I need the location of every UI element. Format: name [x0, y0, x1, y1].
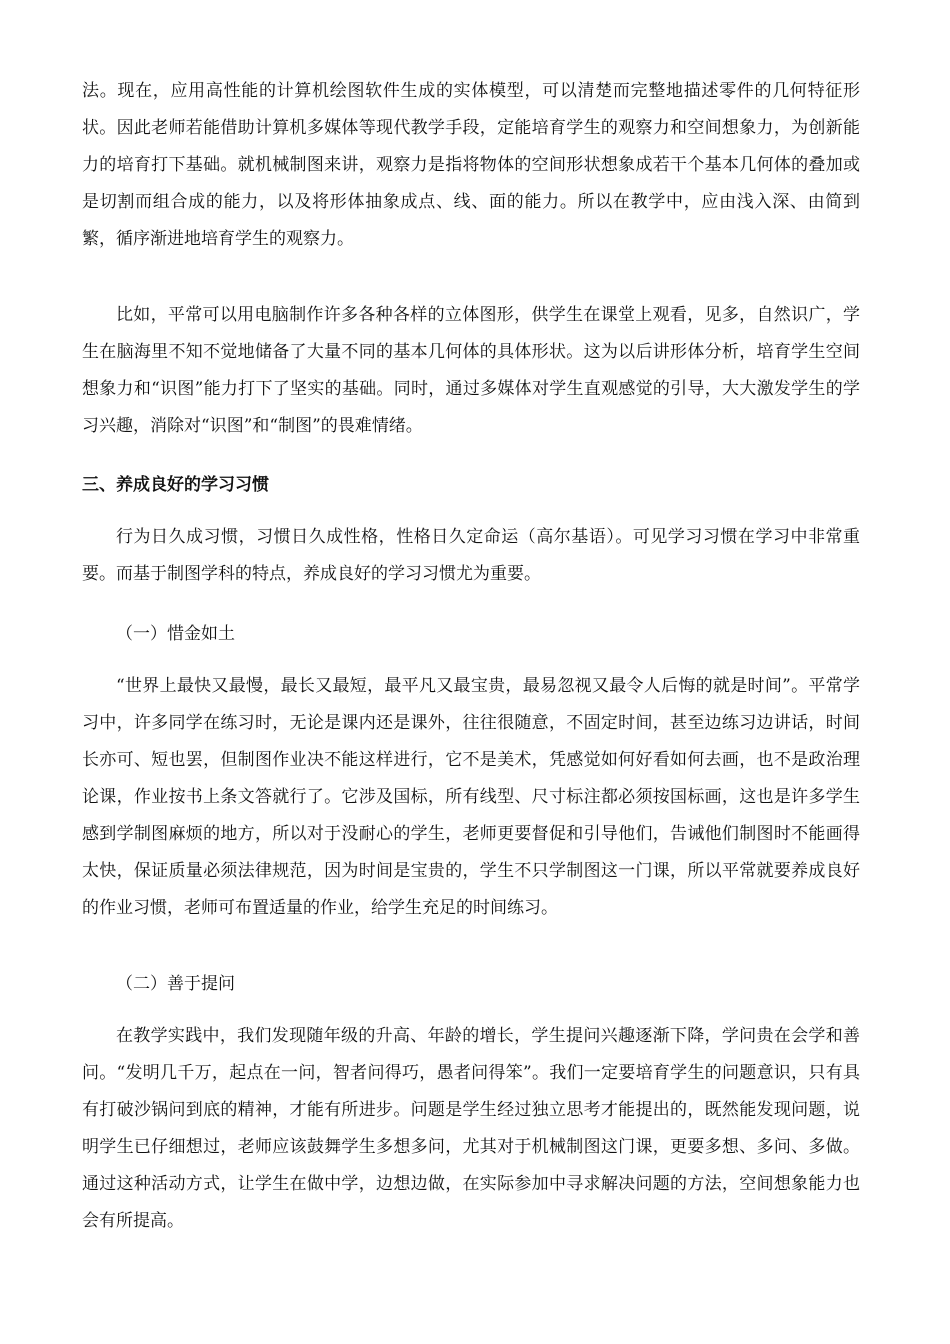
- body-paragraph: 法。现在，应用高性能的计算机绘图软件生成的实体模型，可以清楚而完整地描述零件的几何特征形状。因此老师若能借助计算机多媒体等现代教学手段，定能培育学生的观察力和空间想象力，为创新能力的培育打下基础。就机械制图来讲，观察力是指将物体的空间形状想象成若干个基本几何体的叠加或是切割而组合成的能力，以及将形体抽象成点、线、面的能力。所以在教学中，应由浅入深、由简到繁，循序渐进地培育学生的观察力。: [82, 81, 860, 249]
- subsection-heading: （二）善于提问: [116, 974, 235, 994]
- body-paragraph: 比如，平常可以用电脑制作许多各种各样的立体图形，供学生在课堂上观看，见多，自然识广，学生在脑海里不知不觉地储备了大量不同的基本几何体的具体形状。这为以后讲形体分析，培育学生空间想象力和“识图”能力打下了坚实的基础。同时，通过多媒体对学生直观感觉的引导，大大激发学生的学习兴趣，消除对“识图”和“制图”的畏难情绪。: [82, 305, 860, 436]
- section-heading: 三、养成良好的学习习惯: [82, 475, 269, 495]
- body-paragraph: 行为日久成习惯，习惯日久成性格，性格日久定命运（高尔基语）。可见学习习惯在学习中非常重要。而基于制图学科的特点，养成良好的学习习惯尤为重要。: [82, 527, 860, 584]
- body-paragraph: 在教学实践中，我们发现随年级的升高、年龄的增长，学生提问兴趣逐渐下降，学问贵在会学和善问。“发明几千万，起点在一问，智者问得巧，愚者问得笨”。我们一定要培育学生的问题意识，只有具有打破沙锅问到底的精神，才能有所进步。问题是学生经过独立思考才能提出的，既然能发现问题，说明学生已仔细想过，老师应该鼓舞学生多想多问，尤其对于机械制图这门课，更要多想、多问、多做。通过这种活动方式，让学生在做中学，边想边做，在实际参加中寻求解决问题的方法，空间想象能力也会有所提高。: [82, 1026, 860, 1231]
- body-paragraph: “世界上最快又最慢，最长又最短，最平凡又最宝贵，最易忽视又最令人后悔的就是时间”。平常学习中，许多同学在练习时，无论是课内还是课外，往往很随意，不固定时间，甚至边练习边讲话，时间长亦可、短也罢，但制图作业决不能这样进行，它不是美术，凭感觉如何好看如何去画，也不是政治理论课，作业按书上条文答就行了。它涉及国标，所有线型、尺寸标注都必须按国标画，这也是许多学生感到学制图麻烦的地方，所以对于没耐心的学生，老师更要督促和引导他们，告诫他们制图时不能画得太快，保证质量必须法律规范，因为时间是宝贵的，学生不只学制图这一门课，所以平常就要养成良好的作业习惯，老师可布置适量的作业，给学生充足的时间练习。: [82, 676, 860, 918]
- subsection-heading: （一）惜金如土: [116, 624, 235, 644]
